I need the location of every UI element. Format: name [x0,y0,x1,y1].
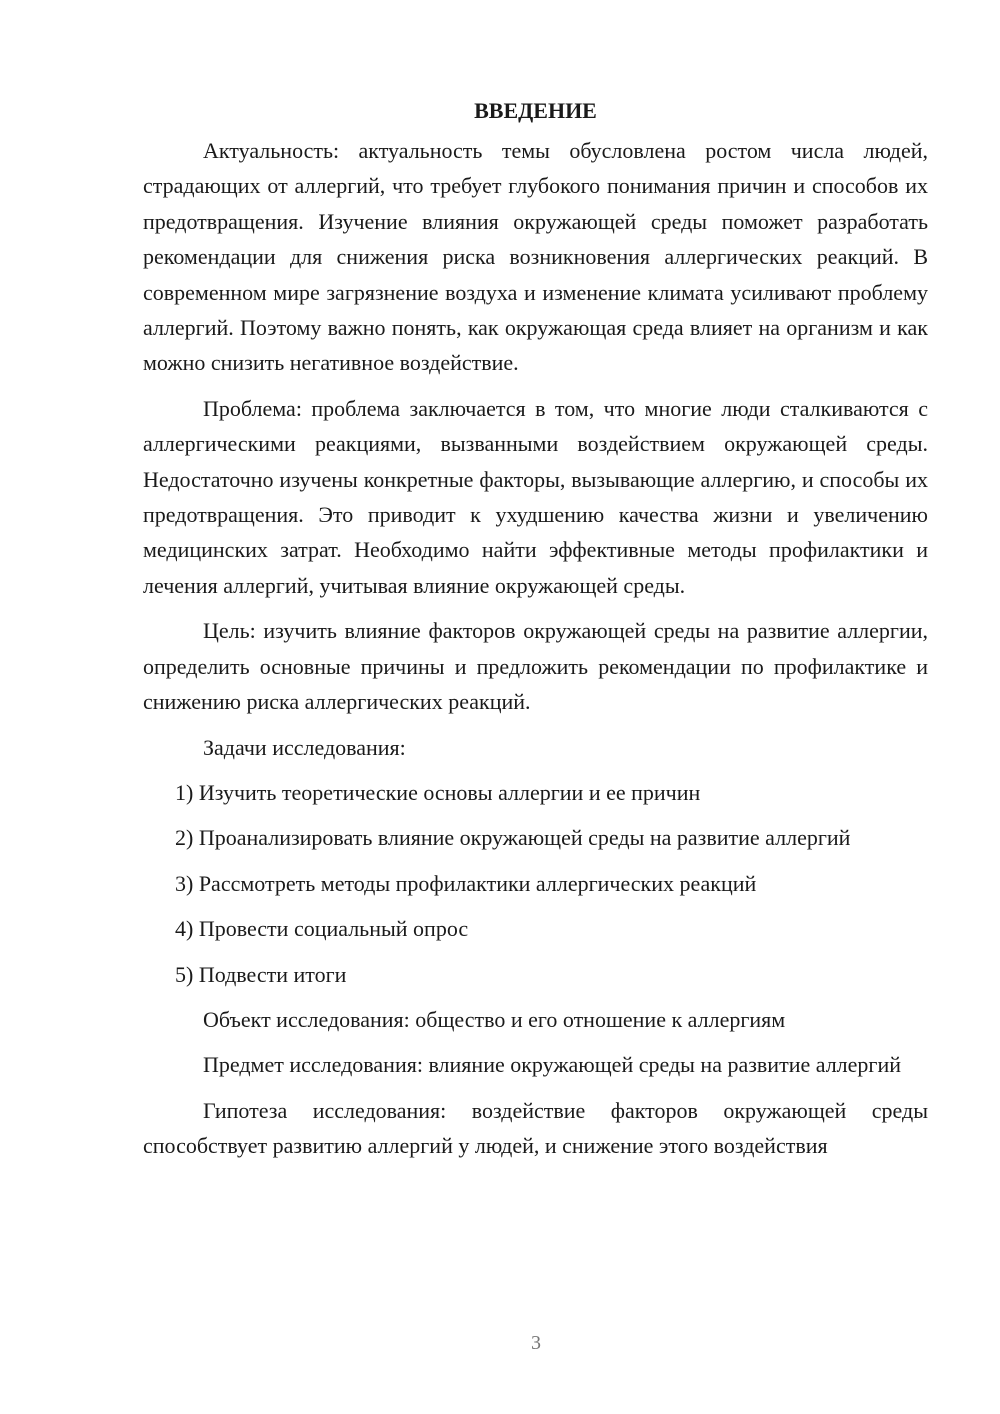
page-number: 3 [531,1332,541,1354]
task-item-3: 3) Рассмотреть методы профилактики аллергических реакций [175,870,757,896]
task-item-1: 1) Изучить теоретические основы аллергии и ее причин [175,779,701,805]
paragraph-goal: Цель: изучить влияние факторов окружающей среды на развитие аллергии, определить основные причины и предложить рекомендации по профилактике и снижению риска аллергических реакций. [143,618,928,715]
task-item-2: 2) Проанализировать влияние окружающей среды на развитие аллергий [175,825,851,851]
paragraph-object: Объект исследования: общество и его отношение к аллергиям [203,1006,786,1032]
paragraph-tasks-heading: Задачи исследования: [203,734,406,760]
paragraph-hypothesis: Гипотеза исследования: воздействие факторов окружающей среды способствует развитию аллергий у людей, и снижение этого воздействия [143,1097,928,1159]
document-page [143,95,928,1174]
paragraph-relevance: Актуальность: актуальность темы обусловлена ростом числа людей, страдающих от аллергий, что требует глубокого понимания причин и способов их предотвращения. Изучение влияния окружающей среды поможет разработать рекомендации для снижения риска возникновения аллергических реакций. В современном мире загрязнение воздуха и изменение климата усиливают проблему аллергий. Поэтому важно понять, как окружающая среда влияет на организм и как можно снизить негативное воздействие. [143,138,928,376]
task-item-4: 4) Провести социальный опрос [175,916,469,942]
section-title: ВВЕДЕНИЕ [474,98,597,123]
paragraph-subject: Предмет исследования: влияние окружающей среды на развитие аллергий [203,1052,901,1078]
paragraph-problem: Проблема: проблема заключается в том, что многие люди сталкиваются с аллергическими реакциями, вызванными воздействием окружающей среды. Недостаточно изучены конкретные факторы, вызывающие аллергию, и способы их предотвращения. Это приводит к ухудшению качества жизни и увеличению медицинских затрат. Необходимо найти эффективные методы профилактики и лечения аллергий, учитывая влияние окружающей среды. [143,395,928,598]
task-item-5: 5) Подвести итоги [175,961,347,987]
